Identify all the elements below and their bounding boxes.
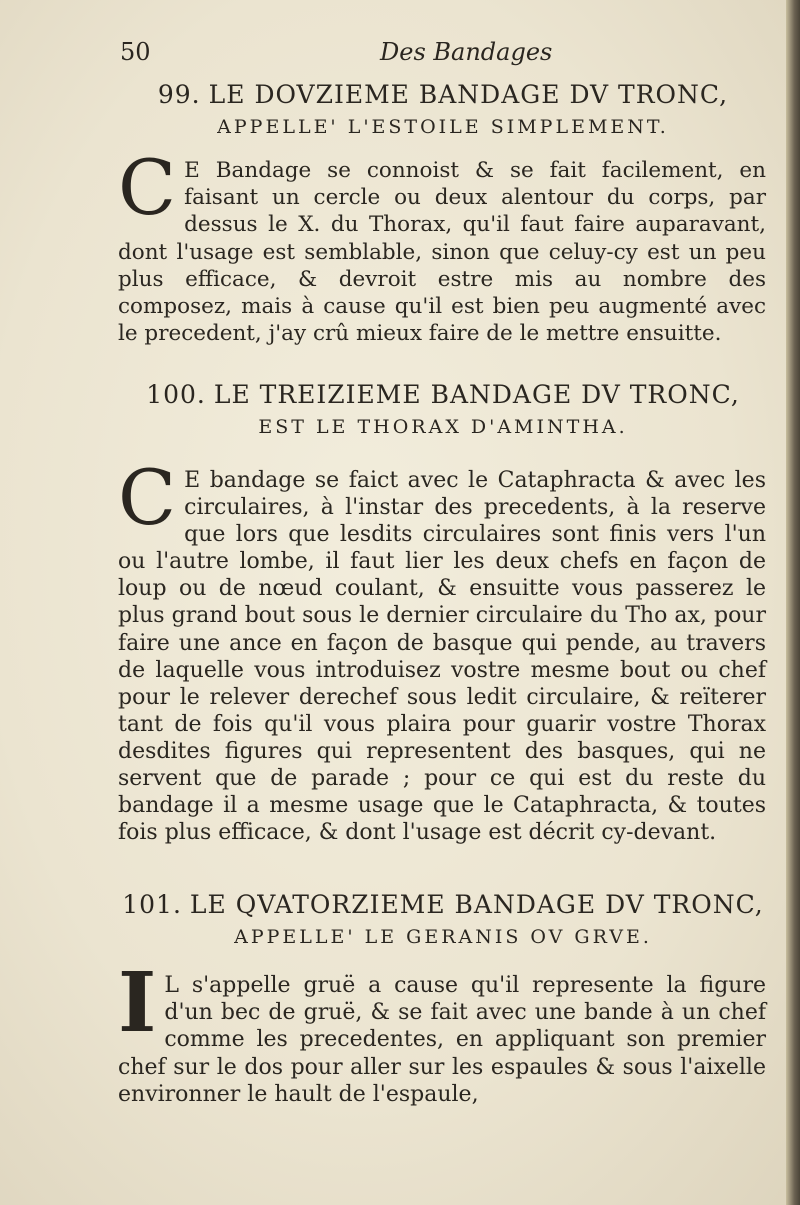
paragraph-text: E Bandage se connoist & se fait facilement, en faisant un cercle ou deux alentour du corps, par dessus le X. du Thorax, qu'il faut faire auparavant, dont l'usage est semblable, sinon que celuy-cy est un peu plus efficace, & devroit estre mis au nombre des composez, mais à cause qu'il est bien peu augmenté avec le precedent, j'ay crû mieux faire de le mettre ensuitte. — [118, 158, 766, 347]
section-title: LE QVATORZIEME BANDAGE DV TRONC, — [189, 890, 764, 919]
drop-cap: I — [118, 955, 157, 1051]
running-title: Des Bandages — [380, 38, 553, 66]
drop-cap: C — [118, 453, 177, 542]
paragraph-text: E bandage se faict avec le Cataphracta & avec les circulaires, à l'instar des precedents, à la reserve que lors que lesdits circulaires sont finis vers l'un ou l'autre lombe, il faut lier les deux chefs en façon de loup ou de nœud coulant, & ensuitte vous passerez le plus grand bout sous le dernier circulaire du Tho ax, pour faire une ance en façon de basque qui pende, au travers de laquelle vous introduisez vostre mesme bout ou chef pour le relever derechef sous ledit circulaire, & reïterer tant de fois qu'il vous plaira pour guarir vostre Thorax desdites figures qui representent des basques, qui ne servent que de parade ; pour ce qui est du reste du bandage il a mesme usage que le Cataphracta, & toutes fois plus efficace, & dont l'usage est décrit cy-devant. — [118, 468, 766, 846]
section-number: 101. — [122, 890, 182, 919]
section-paragraph — [118, 143, 766, 347]
section-heading — [118, 888, 768, 922]
section-subtitle: APPELLE' LE GERANIS OV GRVE. — [234, 926, 652, 948]
section-title: LE TREIZIEME BANDAGE DV TRONC, — [213, 380, 740, 409]
section-title: LE DOVZIEME BANDAGE DV TRONC, — [208, 80, 729, 109]
page-header — [118, 38, 758, 68]
section-number: 99. — [157, 80, 201, 109]
section-paragraph — [118, 955, 766, 1108]
section-paragraph — [118, 453, 766, 846]
section-subtitle: APPELLE' L'ESTOILE SIMPLEMENT. — [217, 116, 669, 138]
section-heading — [118, 78, 768, 112]
section-heading — [118, 378, 768, 412]
section-number: 100. — [146, 380, 206, 409]
drop-cap: C — [118, 143, 177, 232]
paragraph-text: L s'appelle gruë a cause qu'il represente la figure d'un bec de gruë, & se fait avec une bande à un chef comme les precedentes, en appliquant son premier chef sur le dos pour aller sur les espaules & sous l'aixelle environner le hault de l'espaule, — [118, 973, 766, 1107]
page-number: 50 — [120, 38, 151, 66]
page-edge-shadow — [786, 0, 800, 1205]
section-subtitle: EST LE THORAX D'AMINTHA. — [258, 416, 628, 438]
